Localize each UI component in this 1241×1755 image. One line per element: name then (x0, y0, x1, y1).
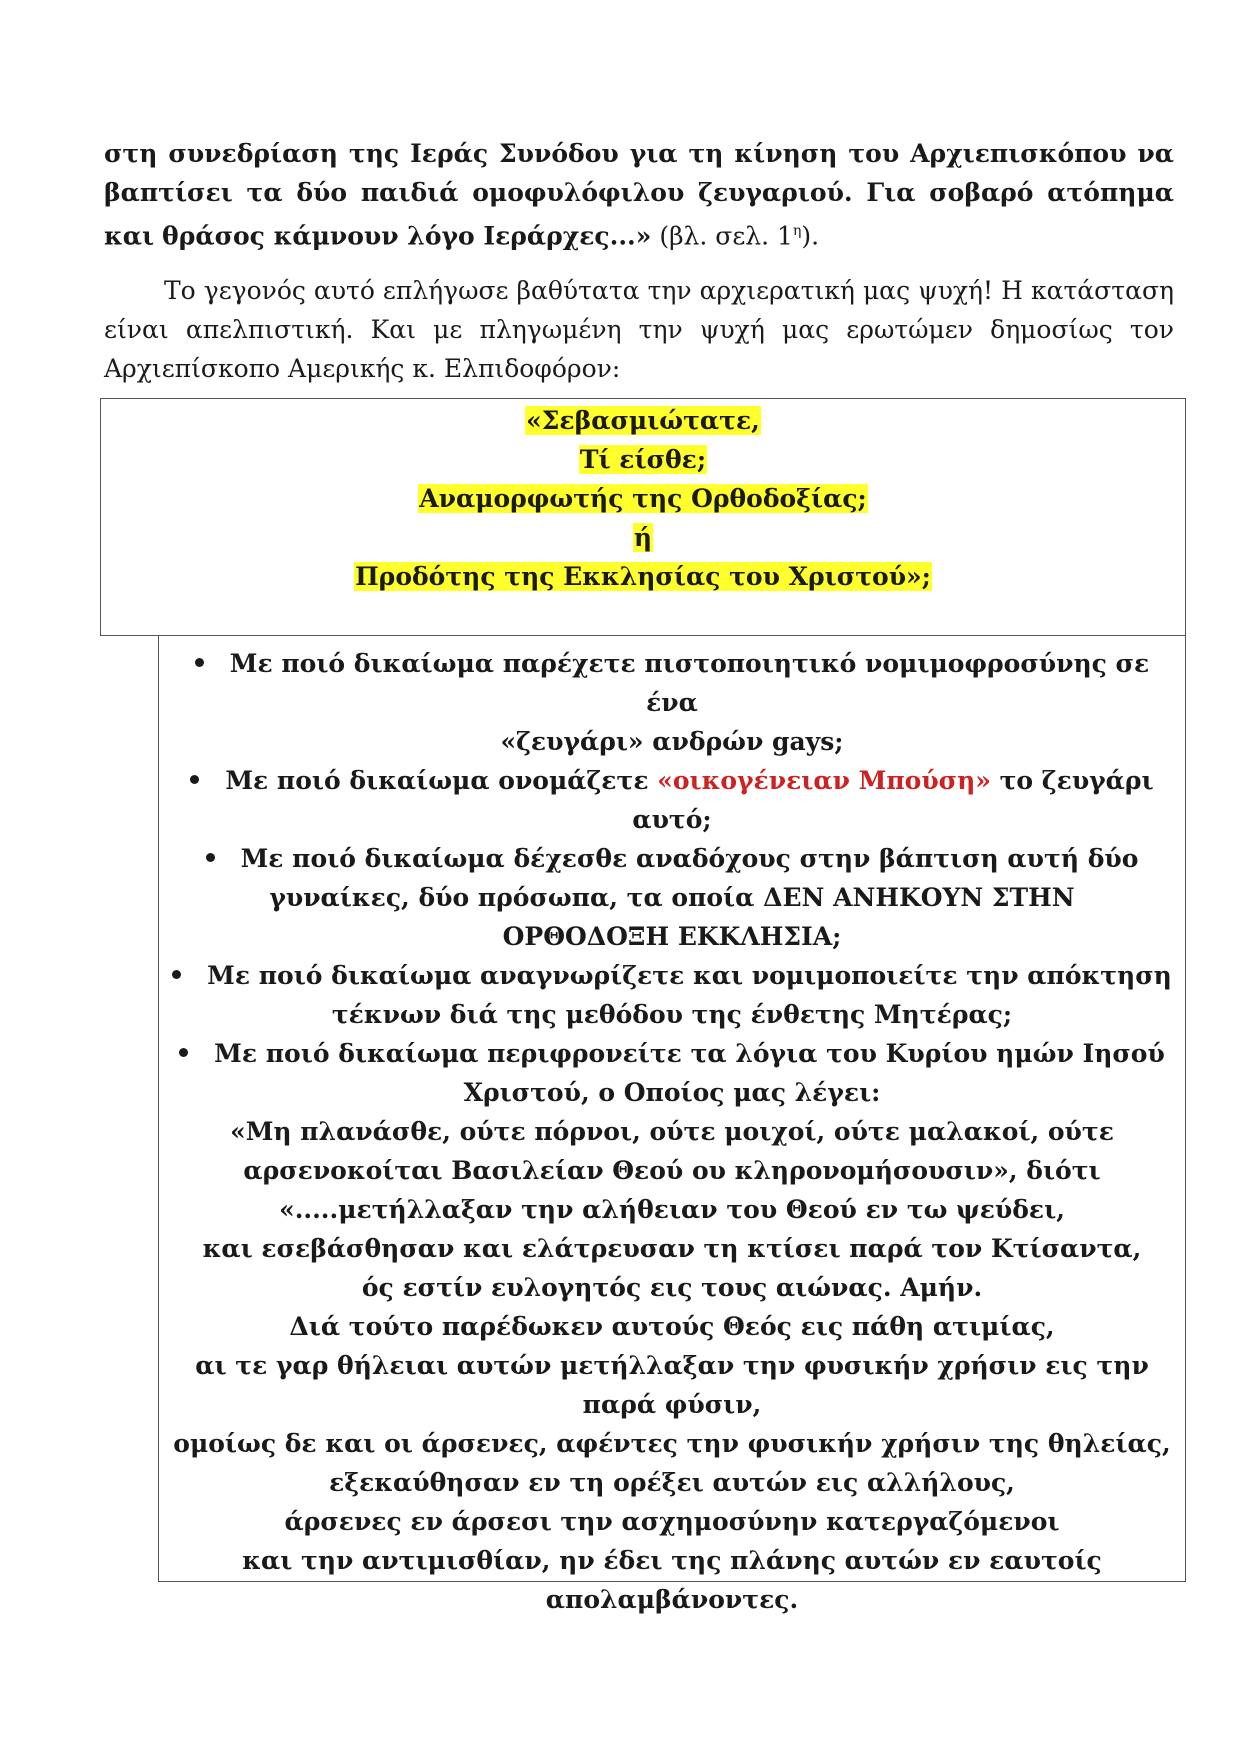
intro-bold-line-1: στη συνεδρίαση της Ιεράς Συνόδου για τη κίνηση του Αρχιεπισκόπου να (104, 139, 1174, 168)
highlighted-question-box (100, 398, 1186, 636)
scripture-line: ομοίως δε και οι άρσενες, αφέντες την φυσικήν χρήσιν της θηλείας, (173, 1429, 1171, 1458)
bullet-icon (195, 658, 204, 667)
scripture-line: παρά φύσιν, (582, 1390, 762, 1419)
scripture-line: και εσεβάσθησαν και ελάτρευσαν τη κτίσει παρά τον Κτίσαντα, (202, 1234, 1142, 1263)
page-reference: (βλ. σελ. 1 (651, 221, 793, 251)
question-line: Τί είσθε; (579, 445, 707, 474)
scripture-line: και την αντιμισθίαν, ην έδει της πλάνης αυτών εν εαυτοίς (242, 1546, 1102, 1575)
intro-text (104, 134, 1174, 388)
scripture-line: αρσενοκοίται Βασιλείαν Θεού ου κληρονομήσουσιν», διότι (243, 1156, 1101, 1185)
scripture-quote (169, 1112, 1175, 1619)
page-reference-sup: η (792, 223, 802, 239)
list-item: Με ποιό δικαίωμα παρέχετε πιστοποιητικό νομιμοφροσύνης σε ένα «ζευγάρι» ανδρών gays; (169, 644, 1175, 761)
question-line: Αναμορφωτής της Ορθοδοξίας; (419, 484, 867, 513)
scripture-line: εξεκαύθησαν εν τη ορέξει αυτών εις αλλήλους, (329, 1468, 1015, 1497)
scripture-line: άρσενες εν άρσεσι την ασχημοσύνην κατεργαζόμενοι (284, 1507, 1060, 1536)
list-item: Με ποιό δικαίωμα περιφρονείτε τα λόγια του Κυρίου ημών Ιησού Χριστού, ο Οποίος μας λέγει: (169, 1034, 1175, 1112)
bullet-icon (206, 853, 215, 862)
list-item: Με ποιό δικαίωμα δέχεσθε αναδόχους στην βάπτιση αυτή δύο γυναίκες, δύο πρόσωπα, τα οποία ΔΕΝ ΑΝΗΚΟΥΝ ΣΤΗΝ ΟΡΘΟΔΟΞΗ ΕΚΚΛΗΣΙΑ; (169, 839, 1175, 956)
intro-bold-line-2: βαπτίσει τα δύο παιδιά ομοφυλόφιλου ζευγαριού. Για σοβαρό ατόπημα και (104, 178, 1174, 251)
question-line: ή (633, 523, 653, 552)
page-reference-end: ). (801, 221, 820, 251)
list-item: Με ποιό δικαίωμα ονομάζετε «οικογένειαν Μπούση» το ζευγάρι αυτό; (169, 761, 1175, 839)
bullet-icon (172, 970, 181, 979)
scripture-line: αι τε γαρ θήλειαι αυτών μετήλλαξαν την φυσικήν χρήσιν εις την (195, 1351, 1149, 1380)
intro-paragraph-2: Το γεγονός αυτό επλήγωσε βαθύτατα την αρχιερατική μας ψυχή! Η κατάσταση είναι απελπιστική. Και με πληγωμένη την ψυχή μας ερωτώμεν δημοσίως τον Αρχιεπίσκοπο Αμερικής κ. Ελπιδοφόρον: (104, 276, 1174, 384)
scripture-line: «.....μετήλλαξαν την αλήθειαν του Θεού εν τω ψεύδει, (279, 1195, 1065, 1224)
scripture-line: ός εστίν ευλογητός εις τους αιώνας. Αμήν. (361, 1273, 983, 1302)
list-item: Με ποιό δικαίωμα αναγνωρίζετε και νομιμοποιείτε την απόκτηση τέκνων διά της μεθόδου της ένθετης Μητέρας; (169, 956, 1175, 1034)
question-line: «Σεβασμιώτατε, (526, 406, 760, 435)
bullet-icon (190, 775, 199, 784)
question-line: Προδότης της Εκκλησίας του Χριστού»; (355, 562, 931, 591)
questions-list (169, 644, 1175, 1112)
questions-list-box (158, 636, 1186, 1614)
bullet-icon (179, 1048, 188, 1057)
red-highlight-text: «οικογένειαν Μπούση» (657, 766, 991, 795)
scripture-line: «Μη πλανάσθε, ούτε πόρνοι, ούτε μοιχοί, ούτε μαλακοί, ούτε (230, 1117, 1114, 1146)
scripture-line: απολαμβάνοντες. (545, 1585, 799, 1614)
intro-paragraph-1 (104, 134, 1174, 255)
intro-bold-line-3: θράσος κάμνουν λόγο Ιεράρχες...» (162, 221, 652, 251)
scripture-line: Διά τούτο παρέδωκεν αυτούς Θεός εις πάθη ατιμίας, (289, 1312, 1055, 1341)
